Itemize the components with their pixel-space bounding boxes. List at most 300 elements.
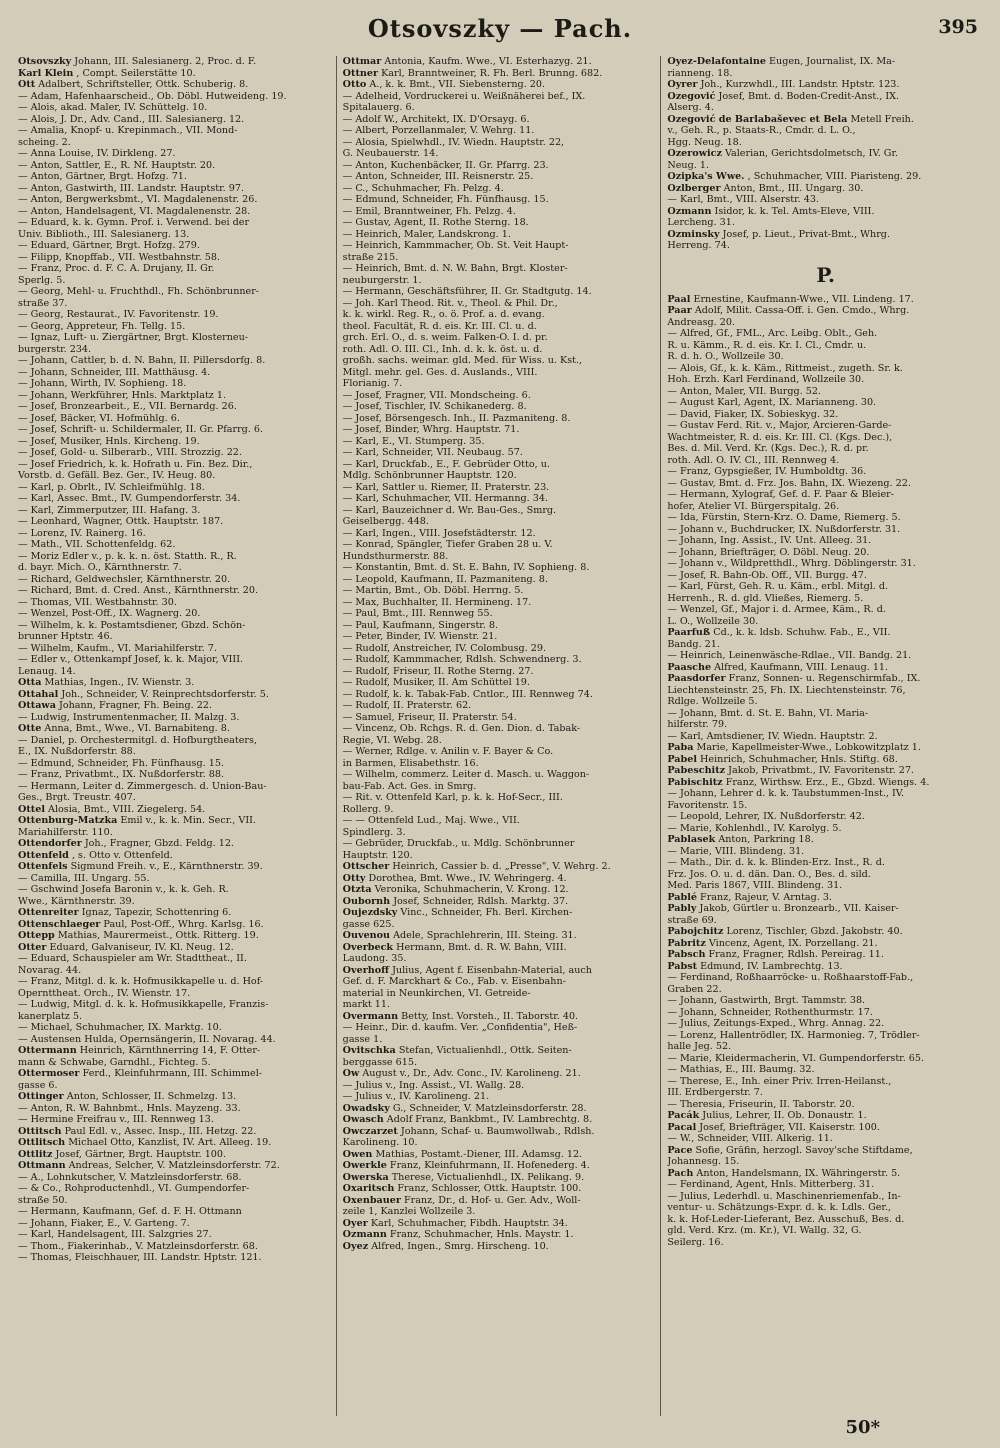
directory-entry bbox=[18, 424, 334, 436]
entry-details: Edmund, IV. Lambrechtg. 13. bbox=[700, 960, 843, 972]
entry-details: — Johann, Cattler, b. d. N. Bahn, II. Pillersdorfg. 8. bbox=[18, 355, 266, 366]
directory-entry bbox=[18, 861, 334, 873]
directory-entry bbox=[667, 183, 984, 195]
directory-entry bbox=[667, 1179, 984, 1191]
directory-entry bbox=[18, 206, 334, 218]
directory-entry bbox=[343, 873, 659, 885]
directory-entry bbox=[343, 539, 659, 551]
directory-entry bbox=[18, 367, 334, 379]
directory-entry bbox=[667, 547, 984, 559]
entry-details: halle Jeg. 52. bbox=[667, 1041, 732, 1052]
directory-entry bbox=[343, 436, 659, 448]
directory-entry bbox=[18, 1126, 334, 1138]
entry-details: Lercheng. 31. bbox=[667, 217, 735, 228]
entry-details: — Marie, Kleidermacherin, VI. Gumpendorferstr. 65. bbox=[667, 1052, 925, 1064]
entry-details: — Heinr., Dir. d. kaufm. Ver. „Confidentia", Heß- bbox=[342, 1022, 578, 1033]
directory-entry bbox=[343, 666, 659, 678]
directory-entry bbox=[18, 68, 334, 80]
directory-entry bbox=[667, 1156, 984, 1168]
entry-details: — Karl, Handelsagent, III. Salzgries 27. bbox=[18, 1229, 212, 1240]
directory-entry bbox=[667, 639, 984, 651]
entry-surname: Otte bbox=[18, 723, 42, 734]
entry-surname: Ottepp bbox=[18, 930, 55, 941]
directory-entry bbox=[18, 528, 334, 540]
directory-entry bbox=[18, 217, 334, 229]
directory-entry bbox=[343, 896, 659, 908]
entry-surname: Otta bbox=[18, 677, 42, 688]
directory-entry bbox=[667, 1225, 984, 1237]
entry-details: großh. sachs. weimar. gld. Med. für Wiss. u. Kst., bbox=[342, 355, 583, 366]
entry-details: Karl, Branntweiner, R. Fh. Berl. Brunng. 682. bbox=[381, 67, 603, 79]
directory-entry bbox=[667, 1191, 984, 1203]
entry-details: Josef, Gärtner, Brgt. Hauptstr. 100. bbox=[55, 1148, 227, 1160]
entry-surname: Ozipka's Wwe. bbox=[667, 171, 745, 182]
entry-surname: Ottlitz bbox=[18, 1148, 53, 1160]
entry-details: — Johann, Briefträger, O. Döbl. Neug. 20. bbox=[667, 546, 870, 558]
entry-details: A., k. k. Bmt., VII. Siebensterng. 20. bbox=[369, 79, 546, 90]
directory-entry bbox=[667, 1041, 984, 1053]
directory-entry bbox=[18, 148, 334, 160]
entry-surname: Ottendorfer bbox=[18, 838, 82, 849]
directory-entry bbox=[18, 539, 334, 551]
directory-entry bbox=[343, 884, 659, 896]
entry-details: — Marie, VIII. Blindeng. 31. bbox=[667, 845, 805, 857]
page-header bbox=[0, 12, 1000, 48]
directory-entry bbox=[343, 447, 659, 459]
entry-surname: Pabel bbox=[667, 753, 697, 765]
entry-details: — Wenzel, Post-Off., IX. Wagnerg. 20. bbox=[18, 608, 201, 619]
directory-entry bbox=[343, 183, 659, 195]
directory-entry bbox=[343, 275, 659, 287]
entry-details: — Karl, Ingen., VIII. Josefstädterstr. 12. bbox=[342, 527, 536, 539]
entry-surname: Overbeck bbox=[342, 941, 394, 953]
entry-details: Joh., Kurzwhdl., III. Landstr. Hptstr. 123. bbox=[700, 79, 900, 90]
column-2 bbox=[343, 56, 662, 1416]
entry-details: — Thomas, VII. Westbahnstr. 30. bbox=[18, 596, 177, 608]
entry-details: — Hermann, Geschäftsführer, II. Gr. Stadtgutg. 14. bbox=[342, 286, 592, 297]
directory-entry bbox=[18, 1080, 334, 1092]
entry-surname: Ottner bbox=[342, 67, 379, 79]
directory-entry bbox=[343, 171, 659, 183]
entry-details: — Rudolf, Musiker, II. Am Schüttel 19. bbox=[342, 677, 530, 688]
entry-details: zeile 1, Kanzlei Wollzeile 3. bbox=[342, 1206, 476, 1217]
entry-surname: Ouvenou bbox=[342, 930, 391, 941]
entry-details: — Amalia, Knopf- u. Krepinmach., VII. Mond- bbox=[18, 125, 238, 136]
entry-details: — Rudolf, Kammmacher, Rdlsh. Schwendnerg. 3. bbox=[342, 654, 582, 665]
directory-entry bbox=[667, 869, 984, 881]
directory-entry bbox=[343, 999, 659, 1011]
entry-surname: Ozmann bbox=[667, 205, 712, 217]
entry-details: — Adolf W., Architekt, IX. D'Orsayg. 6. bbox=[342, 113, 530, 125]
directory-entry bbox=[667, 1237, 984, 1249]
directory-entry bbox=[667, 217, 984, 229]
directory-entry bbox=[343, 1137, 659, 1149]
entry-details: — Leopold, Lehrer, IX. Nußdorferstr. 42. bbox=[667, 811, 865, 822]
entry-details: — Ignaz, Luft- u. Ziergärtner, Brgt. Klosterneu- bbox=[18, 332, 249, 343]
entry-details: — Camilla, III. Ungarg. 55. bbox=[18, 872, 150, 884]
directory-entry bbox=[18, 286, 334, 298]
entry-details: Herrenh., R. d. gld. Vließes, Riemerg. 5. bbox=[667, 592, 864, 604]
directory-entry bbox=[18, 183, 334, 195]
entry-details: neuburgerstr. 1. bbox=[342, 274, 422, 286]
entry-details: Med. Paris 1867, VIII. Blindeng. 31. bbox=[667, 880, 843, 891]
entry-details: — Richard, Bmt. d. Cred. Anst., Kärnthnerstr. 20. bbox=[18, 585, 259, 596]
directory-entry bbox=[343, 1183, 659, 1195]
entry-details: straße 37. bbox=[18, 297, 68, 309]
directory-entry bbox=[667, 915, 984, 927]
entry-details: Gef. d. F. Marckhart & Co., Fab. v. Eisenbahn- bbox=[342, 976, 566, 987]
directory-entry bbox=[18, 1103, 334, 1115]
entry-details: — Lorenz, IV. Rainerg. 16. bbox=[18, 527, 146, 539]
directory-entry bbox=[18, 1114, 334, 1126]
entry-details: — Franz, Mitgl. d. k. k. Hofmusikkapelle u. d. Hof- bbox=[18, 976, 264, 987]
entry-details: — Math., Dir. d. k. k. Blinden-Erz. Inst., R. d. bbox=[667, 857, 885, 868]
entry-surname: Paal bbox=[667, 293, 691, 305]
entry-details: Franz, Kleinfuhrmann, II. Hofenederg. 4. bbox=[389, 1160, 590, 1171]
directory-entry bbox=[667, 294, 984, 306]
entry-surname: Paba bbox=[667, 742, 694, 753]
entry-surname: Ozminsky bbox=[667, 228, 720, 240]
entry-surname: Otzta bbox=[342, 884, 372, 895]
entry-details: Herreng. 74. bbox=[667, 240, 730, 251]
running-title: Otsovszky — Pach. bbox=[367, 14, 633, 43]
directory-entry bbox=[667, 1168, 984, 1180]
entry-details: straße 215. bbox=[342, 251, 399, 263]
directory-entry bbox=[343, 907, 659, 919]
entry-details: — Joh. Karl Theod. Rit. v., Theol. & Phil. Dr., bbox=[342, 297, 558, 309]
directory-entry bbox=[667, 788, 984, 800]
entry-details: Hermann, Bmt. d. R. W. Bahn, VIII. bbox=[396, 941, 567, 953]
entry-details: Geiselbergg. 448. bbox=[342, 516, 429, 527]
directory-entry bbox=[343, 1057, 659, 1069]
directory-entry bbox=[18, 792, 334, 804]
directory-entry bbox=[667, 1053, 984, 1065]
entry-details: — Konrad, Spängler, Tiefer Graben 28 u. V. bbox=[342, 539, 553, 550]
entry-details: — Leopold, Kaufmann, II. Pazmaniteng. 8. bbox=[342, 573, 548, 585]
entry-details: in Barmen, Elisabethstr. 16. bbox=[342, 757, 479, 769]
directory-entry bbox=[18, 1241, 334, 1253]
entry-details: — & Co., Rohproductenhdl., VI. Gumpendorfer- bbox=[18, 1183, 250, 1194]
directory-entry bbox=[18, 585, 334, 597]
entry-surname: Ovitschka bbox=[342, 1045, 396, 1056]
directory-entry bbox=[343, 298, 659, 310]
directory-entry bbox=[667, 535, 984, 547]
entry-details: Dorothea, Bmt. Wwe., IV. Wehringerg. 4. bbox=[368, 872, 567, 884]
entry-surname: Ottitsch bbox=[18, 1125, 62, 1137]
entry-details: — Julius v., Ing. Assist., VI. Wallg. 28. bbox=[342, 1079, 525, 1091]
directory-entry bbox=[18, 919, 334, 931]
entry-details: Novarag. 44. bbox=[18, 964, 82, 976]
directory-entry bbox=[343, 424, 659, 436]
directory-entry bbox=[18, 562, 334, 574]
directory-entry bbox=[18, 114, 334, 126]
entry-details: — Johann, Werkführer, Hnls. Marktplatz 1. bbox=[18, 389, 227, 401]
directory-entry bbox=[343, 68, 659, 80]
directory-entry bbox=[343, 91, 659, 103]
directory-entry bbox=[667, 1110, 984, 1122]
entry-details: — Julius, Lederhdl. u. Maschinenriemenfab., In- bbox=[667, 1190, 901, 1202]
entry-details: — Karl, Zimmerputzer, III. Hafang. 3. bbox=[18, 504, 201, 516]
entry-details: — Michael, Schuhmacher, IX. Marktg. 10. bbox=[18, 1022, 222, 1033]
entry-surname: Pabeschitz bbox=[667, 765, 726, 776]
entry-details: — Josef, Bronzearbeit., E., VII. Bernardg. 26. bbox=[18, 401, 237, 412]
entry-surname: Owen bbox=[342, 1148, 373, 1160]
entry-details: Ernestine, Kaufmann-Wwe., VII. Lindeng. 17. bbox=[693, 293, 914, 305]
entry-details: Karolineng. 10. bbox=[342, 1137, 418, 1148]
entry-details: — Karl, Assec. Bmt., IV. Gumpendorferstr. 34. bbox=[18, 493, 241, 504]
directory-entry bbox=[667, 1202, 984, 1214]
entry-surname: Ottinger bbox=[18, 1091, 64, 1102]
entry-details: Vincenz, Agent, IX. Porzellang. 21. bbox=[708, 937, 878, 949]
directory-entry bbox=[343, 815, 659, 827]
entry-details: Ferd., Kleinfuhrmann, III. Schimmel- bbox=[82, 1068, 263, 1079]
entry-details: — Marie, Kohlenhdl., IV. Karolyg. 5. bbox=[667, 822, 842, 834]
directory-entry bbox=[667, 1064, 984, 1076]
entry-surname: Pabojchitz bbox=[667, 926, 724, 937]
directory-entry bbox=[343, 401, 659, 413]
entry-details: III. Erdbergerstr. 7. bbox=[667, 1087, 763, 1098]
directory-entry bbox=[667, 206, 984, 218]
directory-entry bbox=[667, 777, 984, 789]
entry-details: — Anton, Maler, VII. Burgg. 52. bbox=[667, 385, 821, 397]
entry-details: gasse 6. bbox=[18, 1079, 58, 1091]
directory-entry bbox=[343, 631, 659, 643]
directory-entry bbox=[343, 988, 659, 1000]
entry-details: d. bayr. Mich. O., Kärnthnerstr. 7. bbox=[18, 562, 182, 573]
directory-entry bbox=[667, 880, 984, 892]
directory-entry bbox=[18, 965, 334, 977]
directory-entry bbox=[667, 719, 984, 731]
entry-details: — Johann, Schneider, Rothenthurmstr. 17. bbox=[667, 1006, 873, 1018]
directory-entry bbox=[667, 68, 984, 80]
entry-surname: Ozmann bbox=[342, 1229, 387, 1240]
directory-entry bbox=[18, 1160, 334, 1172]
entry-details: — A., Lohnkutscher, V. Matzleinsdorferstr. 68. bbox=[18, 1171, 242, 1183]
directory-entry bbox=[343, 252, 659, 264]
directory-entry bbox=[18, 91, 334, 103]
directory-entry bbox=[18, 56, 334, 68]
directory-entry bbox=[343, 1218, 659, 1230]
directory-entry bbox=[18, 654, 334, 666]
directory-entry bbox=[343, 160, 659, 172]
entry-details: — Wilhelm, Kaufm., VI. Mariahilferstr. 7. bbox=[18, 642, 217, 654]
entry-details: — Georg, Restaurat., IV. Favoritenstr. 19. bbox=[18, 309, 219, 320]
entry-details: — Johann, Wirth, IV. Sophieng. 18. bbox=[18, 378, 187, 389]
directory-entry bbox=[18, 355, 334, 367]
entry-surname: Karl Klein bbox=[18, 67, 74, 79]
entry-details: markt 11. bbox=[342, 999, 391, 1010]
directory-entry bbox=[18, 171, 334, 183]
directory-entry bbox=[667, 1145, 984, 1157]
directory-entry bbox=[343, 286, 659, 298]
entry-surname: Ottermann bbox=[18, 1045, 77, 1056]
entry-surname: Pacal bbox=[667, 1121, 697, 1133]
directory-entry bbox=[18, 884, 334, 896]
entry-details: — Konstantin, Bmt. d. St. E. Bahn, IV. Sophieng. 8. bbox=[342, 562, 590, 573]
entry-details: Mathias, Ingen., IV. Wienstr. 3. bbox=[44, 677, 195, 688]
entry-details: Johann, Fragner, Fh. Being. 22. bbox=[58, 700, 212, 711]
entry-surname: Ottenfeld bbox=[18, 849, 69, 861]
entry-details: Favoritenstr. 15. bbox=[667, 799, 748, 811]
entry-details: — Edmund, Schneider, Fh. Fünfhausg. 15. bbox=[18, 757, 224, 769]
entry-details: Franz, Schuhmacher, Hnls. Maystr. 1. bbox=[389, 1229, 574, 1240]
directory-entry bbox=[343, 1172, 659, 1184]
directory-entry bbox=[667, 501, 984, 513]
directory-entry bbox=[667, 731, 984, 743]
entry-details: Hgg. Neug. 18. bbox=[667, 136, 742, 148]
directory-entry bbox=[343, 942, 659, 954]
directory-entry bbox=[343, 1011, 659, 1023]
entry-details: — Karl, Amtsdiener, IV. Wiedn. Hauptstr. 2. bbox=[667, 730, 878, 742]
signature-mark: 50* bbox=[845, 1417, 880, 1438]
directory-entry bbox=[18, 1045, 334, 1057]
directory-entry bbox=[18, 263, 334, 275]
entry-details: Rollerg. 9. bbox=[342, 803, 394, 815]
directory-entry bbox=[343, 597, 659, 609]
entry-details: Regie, VI. Webg. 28. bbox=[342, 734, 442, 746]
entry-surname: Ottscher bbox=[342, 861, 390, 872]
entry-details: — Mathias, E., III. Baumg. 32. bbox=[667, 1064, 815, 1075]
directory-entry bbox=[18, 459, 334, 471]
entry-surname: Owadsky bbox=[342, 1102, 390, 1114]
directory-entry bbox=[667, 938, 984, 950]
entry-details: — Paul, Kaufmann, Singerstr. 8. bbox=[342, 619, 499, 631]
directory-entry bbox=[18, 1229, 334, 1241]
entry-details: — Ludwig, Instrumentenmacher, II. Malzg. 3. bbox=[18, 711, 240, 723]
entry-details: Joh., Schneider, V. Reinprechtsdorferstr. 5. bbox=[61, 688, 269, 700]
directory-entry bbox=[667, 903, 984, 915]
entry-details: Neug. 1. bbox=[667, 159, 709, 171]
directory-entry bbox=[667, 317, 984, 329]
directory-entry bbox=[343, 1126, 659, 1138]
directory-entry bbox=[343, 746, 659, 758]
directory-entry bbox=[667, 708, 984, 720]
entry-details: — Josef Friedrich, k. k. Hofrath u. Fin. Bez. Dir., bbox=[18, 458, 253, 470]
entry-details: — Johann, Lehrer d. k. k. Taubstummen-Inst., IV. bbox=[667, 788, 905, 799]
directory-entry bbox=[667, 581, 984, 593]
column-3 bbox=[667, 56, 986, 1416]
directory-entry bbox=[18, 999, 334, 1011]
directory-entry bbox=[18, 401, 334, 413]
entry-surname: Pacák bbox=[667, 1110, 700, 1121]
directory-entry bbox=[18, 666, 334, 678]
entry-details: Heinrich, Cassier b. d. „Presse", V. Wehrg. 2. bbox=[392, 861, 611, 872]
directory-entry bbox=[18, 597, 334, 609]
directory-entry bbox=[343, 758, 659, 770]
directory-entry bbox=[18, 298, 334, 310]
entry-details: Marie, Kapellmeister-Wwe., Lobkowitzplatz 1. bbox=[696, 742, 921, 753]
directory-entry bbox=[667, 972, 984, 984]
entry-surname: Ottel bbox=[18, 803, 45, 815]
entry-surname: Ottawa bbox=[18, 700, 56, 711]
directory-entry bbox=[343, 321, 659, 333]
directory-entry bbox=[343, 344, 659, 356]
entry-details: — Eduard, Schauspieler am Wr. Stadttheat., II. bbox=[18, 953, 247, 964]
directory-entry bbox=[667, 995, 984, 1007]
directory-entry bbox=[343, 1206, 659, 1218]
directory-entry bbox=[667, 570, 984, 582]
entry-details: Johann, Schaf- u. Baumwollwab., Rdlsh. bbox=[400, 1125, 595, 1137]
entry-details: Hoh. Erzh. Karl Ferdinand, Wollzeile 30. bbox=[667, 374, 865, 385]
entry-details: Ignaz, Tapezir, Schottenring 6. bbox=[81, 907, 232, 918]
directory-entry bbox=[18, 551, 334, 563]
directory-entry bbox=[343, 574, 659, 586]
entry-details: — Karl, Schneider, VII. Neubaug. 57. bbox=[342, 447, 523, 458]
entry-surname: Otter bbox=[18, 941, 47, 953]
directory-entry bbox=[343, 965, 659, 977]
entry-details: — Anna Louise, IV. Dirkleng. 27. bbox=[18, 148, 176, 159]
directory-entry bbox=[667, 1122, 984, 1134]
entry-details: , Schuhmacher, VIII. Piaristeng. 29. bbox=[747, 171, 922, 182]
directory-entry bbox=[667, 662, 984, 674]
entry-details: — Rudolf, k. k. Tabak-Fab. Cntlor., III. Rennweg 74. bbox=[342, 688, 593, 700]
entry-details: — Johann, Gastwirth, Brgt. Tammstr. 38. bbox=[667, 995, 866, 1006]
directory-entry bbox=[667, 616, 984, 628]
entry-surname: Oyez bbox=[342, 1240, 369, 1252]
entry-surname: Owasch bbox=[342, 1114, 384, 1125]
directory-entry bbox=[343, 953, 659, 965]
entry-details: — Gustav, Bmt. d. Frz. Jos. Bahn, IX. Wiezeng. 22. bbox=[667, 477, 911, 489]
entry-details: — Eduard, k. k. Gymn. Prof. i. Verwend. bei der bbox=[18, 217, 250, 228]
directory-entry bbox=[18, 735, 334, 747]
entry-details: — Emil, Branntweiner, Fh. Pelzg. 4. bbox=[342, 205, 516, 217]
entry-surname: Oujezdsky bbox=[342, 907, 398, 918]
entry-details: Josef, Bmt. d. Boden-Credit-Anst., IX. bbox=[718, 90, 900, 102]
entry-details: Lorenz, Tischler, Gbzd. Jakobstr. 40. bbox=[726, 926, 903, 937]
entry-details: kanerplatz 5. bbox=[18, 1010, 83, 1022]
entry-details: Eugen, Journalist, IX. Ma- bbox=[769, 56, 896, 67]
column-3-o-entries bbox=[667, 56, 984, 252]
directory-entry bbox=[18, 102, 334, 114]
directory-entry bbox=[667, 409, 984, 421]
entry-details: Antonia, Kaufm. Wwe., VI. Esterhazyg. 21. bbox=[384, 56, 592, 67]
directory-entry bbox=[667, 79, 984, 91]
entry-surname: Pach bbox=[667, 1167, 694, 1179]
directory-entry bbox=[343, 620, 659, 632]
directory-entry bbox=[667, 56, 984, 68]
directory-entry bbox=[343, 976, 659, 988]
directory-entry bbox=[343, 125, 659, 137]
directory-entry bbox=[18, 746, 334, 758]
entry-details: Therese, Victualienhdl., IX. Pelikang. 9. bbox=[391, 1171, 585, 1183]
entry-details: — Alosia, Spielwhdl., IV. Wiedn. Hauptstr. 22, bbox=[342, 136, 565, 148]
entry-details: — Josef, Tischler, IV. Schikanederg. 8. bbox=[342, 401, 527, 412]
entry-surname: Pablé bbox=[667, 891, 697, 903]
entry-details: Spindlerg. 3. bbox=[342, 826, 406, 838]
directory-entry bbox=[667, 489, 984, 501]
entry-details: Ges., Brgt. Treustr. 407. bbox=[18, 792, 136, 803]
directory-entry bbox=[667, 160, 984, 172]
entry-details: Rdlge. Wollzeile 5. bbox=[667, 696, 758, 707]
directory-entry bbox=[667, 148, 984, 160]
entry-details: — Peter, Binder, IV. Wienstr. 21. bbox=[342, 631, 498, 642]
directory-entry bbox=[667, 305, 984, 317]
directory-entry bbox=[667, 650, 984, 662]
directory-entry bbox=[18, 677, 334, 689]
entry-details: — Anton, Schneider, III. Reisnerstr. 25. bbox=[342, 171, 534, 182]
directory-entry bbox=[343, 735, 659, 747]
directory-entry bbox=[18, 907, 334, 919]
directory-entry bbox=[18, 160, 334, 172]
directory-entry bbox=[667, 696, 984, 708]
entry-details: Sperlg. 5. bbox=[18, 274, 66, 286]
entry-details: — Franz, Privatbmt., IX. Nußdorferstr. 88. bbox=[18, 769, 224, 780]
directory-entry bbox=[18, 1206, 334, 1218]
directory-entry bbox=[18, 827, 334, 839]
entry-details: — Werner, Rdlge. v. Anilin v. F. Bayer & Co. bbox=[342, 746, 554, 757]
entry-surname: Paasche bbox=[667, 661, 712, 673]
directory-entry bbox=[18, 1252, 334, 1264]
